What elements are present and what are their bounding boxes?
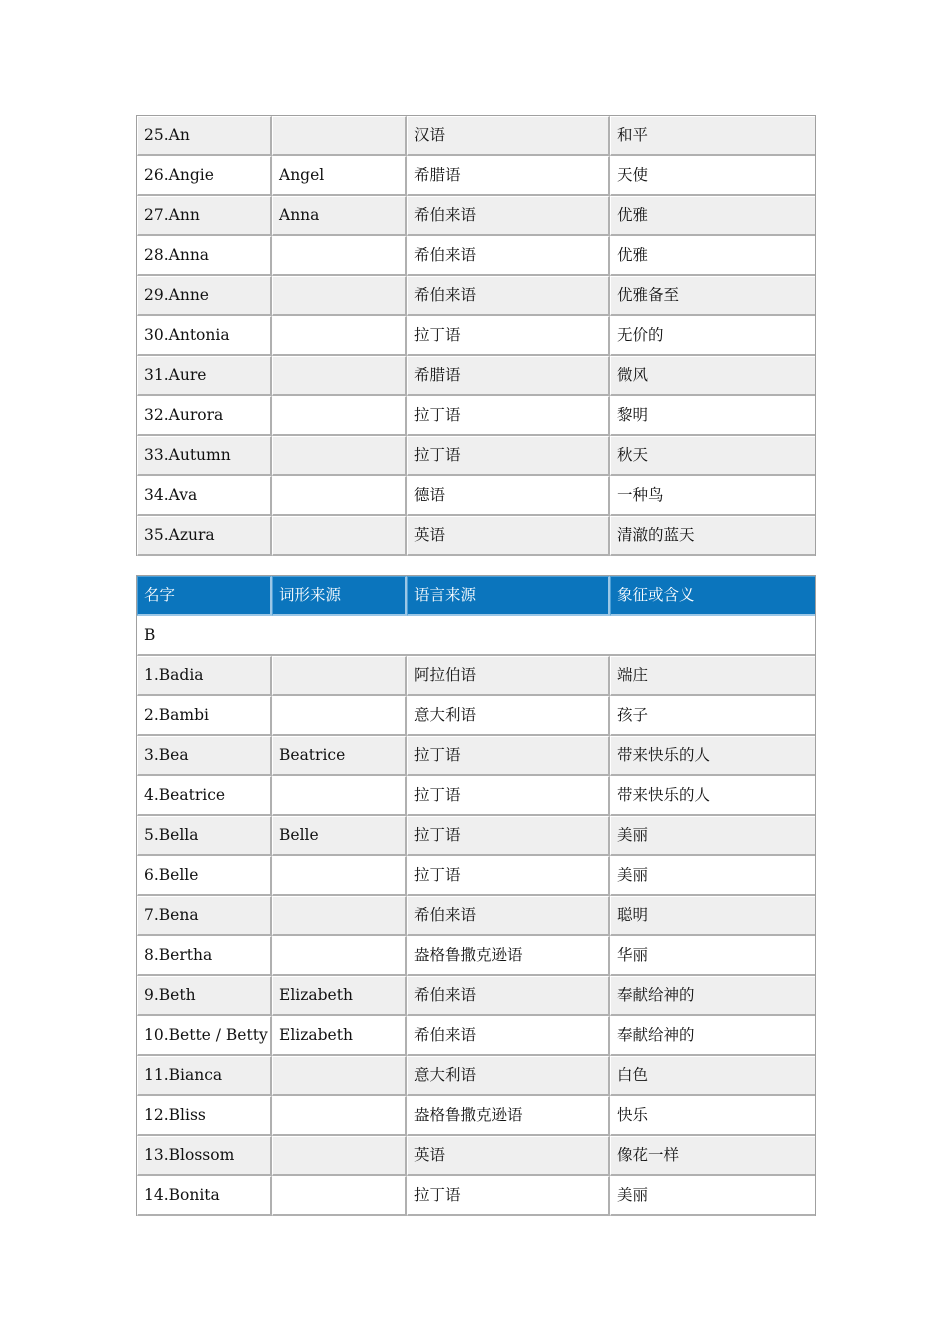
cell-name: 35.Azura [137,516,272,556]
cell-meaning: 优雅备至 [610,276,815,316]
cell-meaning: 带来快乐的人 [610,776,815,816]
cell-language-origin: 拉丁语 [407,816,610,856]
cell-language-origin: 英语 [407,1136,610,1176]
table-row [137,516,815,556]
cell-word-origin [272,236,407,276]
cell-name: 28.Anna [137,236,272,276]
cell-meaning: 秋天 [610,436,815,476]
cell-meaning: 一种鸟 [610,476,815,516]
table-header-row [137,576,815,616]
table-row [137,976,815,1016]
table-row [137,656,815,696]
cell-word-origin [272,696,407,736]
cell-word-origin: Elizabeth [272,1016,407,1056]
cell-meaning: 美丽 [610,816,815,856]
table-row [137,316,815,356]
table-row [137,196,815,236]
cell-word-origin [272,276,407,316]
cell-name: 2.Bambi [137,696,272,736]
cell-language-origin: 拉丁语 [407,396,610,436]
cell-word-origin [272,316,407,356]
cell-word-origin [272,436,407,476]
cell-meaning: 优雅 [610,236,815,276]
cell-name: 27.Ann [137,196,272,236]
cell-language-origin: 希伯来语 [407,196,610,236]
table-row [137,476,815,516]
table-row [137,356,815,396]
cell-word-origin [272,656,407,696]
cell-language-origin: 德语 [407,476,610,516]
table-row [137,1176,815,1216]
cell-word-origin [272,516,407,556]
cell-meaning: 快乐 [610,1096,815,1136]
cell-name: 7.Bena [137,896,272,936]
cell-word-origin [272,1096,407,1136]
cell-word-origin [272,1056,407,1096]
cell-word-origin: Anna [272,196,407,236]
section-row [137,616,815,656]
cell-word-origin [272,776,407,816]
cell-meaning: 带来快乐的人 [610,736,815,776]
table-row [137,776,815,816]
names-table-b-body [137,576,815,1216]
table-row [137,236,815,276]
cell-meaning: 微风 [610,356,815,396]
cell-name: 26.Angie [137,156,272,196]
cell-word-origin [272,1136,407,1176]
cell-language-origin: 拉丁语 [407,856,610,896]
cell-language-origin: 盎格鲁撒克逊语 [407,1096,610,1136]
cell-meaning: 奉献给神的 [610,1016,815,1056]
cell-name: 25.An [137,116,272,156]
cell-language-origin: 拉丁语 [407,436,610,476]
cell-meaning: 孩子 [610,696,815,736]
cell-word-origin [272,476,407,516]
cell-word-origin [272,396,407,436]
cell-meaning: 聪明 [610,896,815,936]
cell-language-origin: 拉丁语 [407,736,610,776]
cell-meaning: 天使 [610,156,815,196]
cell-language-origin: 希伯来语 [407,236,610,276]
cell-name: 32.Aurora [137,396,272,436]
cell-meaning: 美丽 [610,1176,815,1216]
table-row [137,1016,815,1056]
cell-word-origin: Angel [272,156,407,196]
cell-meaning: 和平 [610,116,815,156]
table-row [137,736,815,776]
table-row [137,276,815,316]
table-row [137,1136,815,1176]
cell-word-origin: Belle [272,816,407,856]
cell-word-origin: Beatrice [272,736,407,776]
cell-language-origin: 意大利语 [407,1056,610,1096]
cell-name: 10.Bette / Betty [137,1016,272,1056]
cell-language-origin: 希伯来语 [407,1016,610,1056]
cell-language-origin: 希伯来语 [407,276,610,316]
cell-word-origin [272,936,407,976]
cell-word-origin [272,856,407,896]
table-row [137,156,815,196]
header-cell-name: 名字 [137,576,272,616]
header-cell-language-origin: 语言来源 [407,576,610,616]
cell-language-origin: 拉丁语 [407,1176,610,1216]
section-letter: B [137,616,815,656]
cell-meaning: 白色 [610,1056,815,1096]
cell-meaning: 华丽 [610,936,815,976]
cell-meaning: 美丽 [610,856,815,896]
cell-meaning: 端庄 [610,656,815,696]
names-table-a-body [137,116,815,556]
header-cell-meaning: 象征或含义 [610,576,815,616]
cell-language-origin: 希伯来语 [407,896,610,936]
cell-meaning: 奉献给神的 [610,976,815,1016]
cell-meaning: 无价的 [610,316,815,356]
cell-name: 3.Bea [137,736,272,776]
cell-language-origin: 汉语 [407,116,610,156]
cell-name: 8.Bertha [137,936,272,976]
cell-name: 1.Badia [137,656,272,696]
cell-name: 12.Bliss [137,1096,272,1136]
cell-name: 6.Belle [137,856,272,896]
cell-word-origin [272,116,407,156]
table-row [137,696,815,736]
cell-language-origin: 拉丁语 [407,316,610,356]
table-row [137,816,815,856]
cell-language-origin: 阿拉伯语 [407,656,610,696]
table-row [137,396,815,436]
cell-meaning: 黎明 [610,396,815,436]
cell-language-origin: 希伯来语 [407,976,610,1016]
cell-name: 14.Bonita [137,1176,272,1216]
cell-name: 4.Beatrice [137,776,272,816]
cell-name: 11.Bianca [137,1056,272,1096]
cell-language-origin: 希腊语 [407,356,610,396]
cell-language-origin: 拉丁语 [407,776,610,816]
cell-word-origin [272,896,407,936]
header-cell-word-origin: 词形来源 [272,576,407,616]
cell-word-origin: Elizabeth [272,976,407,1016]
cell-name: 5.Bella [137,816,272,856]
cell-name: 9.Beth [137,976,272,1016]
cell-meaning: 清澈的蓝天 [610,516,815,556]
cell-name: 29.Anne [137,276,272,316]
table-row [137,896,815,936]
cell-language-origin: 英语 [407,516,610,556]
cell-name: 33.Autumn [137,436,272,476]
cell-meaning: 像花一样 [610,1136,815,1176]
cell-word-origin [272,1176,407,1216]
cell-language-origin: 盎格鲁撒克逊语 [407,936,610,976]
table-row [137,436,815,476]
table-row [137,936,815,976]
table-row [137,116,815,156]
cell-meaning: 优雅 [610,196,815,236]
table-row [137,1096,815,1136]
cell-language-origin: 希腊语 [407,156,610,196]
names-table-a [136,115,816,556]
cell-name: 31.Aure [137,356,272,396]
cell-name: 34.Ava [137,476,272,516]
cell-language-origin: 意大利语 [407,696,610,736]
names-table-b [136,575,816,1216]
cell-name: 13.Blossom [137,1136,272,1176]
table-row [137,856,815,896]
table-row [137,1056,815,1096]
cell-name: 30.Antonia [137,316,272,356]
cell-word-origin [272,356,407,396]
